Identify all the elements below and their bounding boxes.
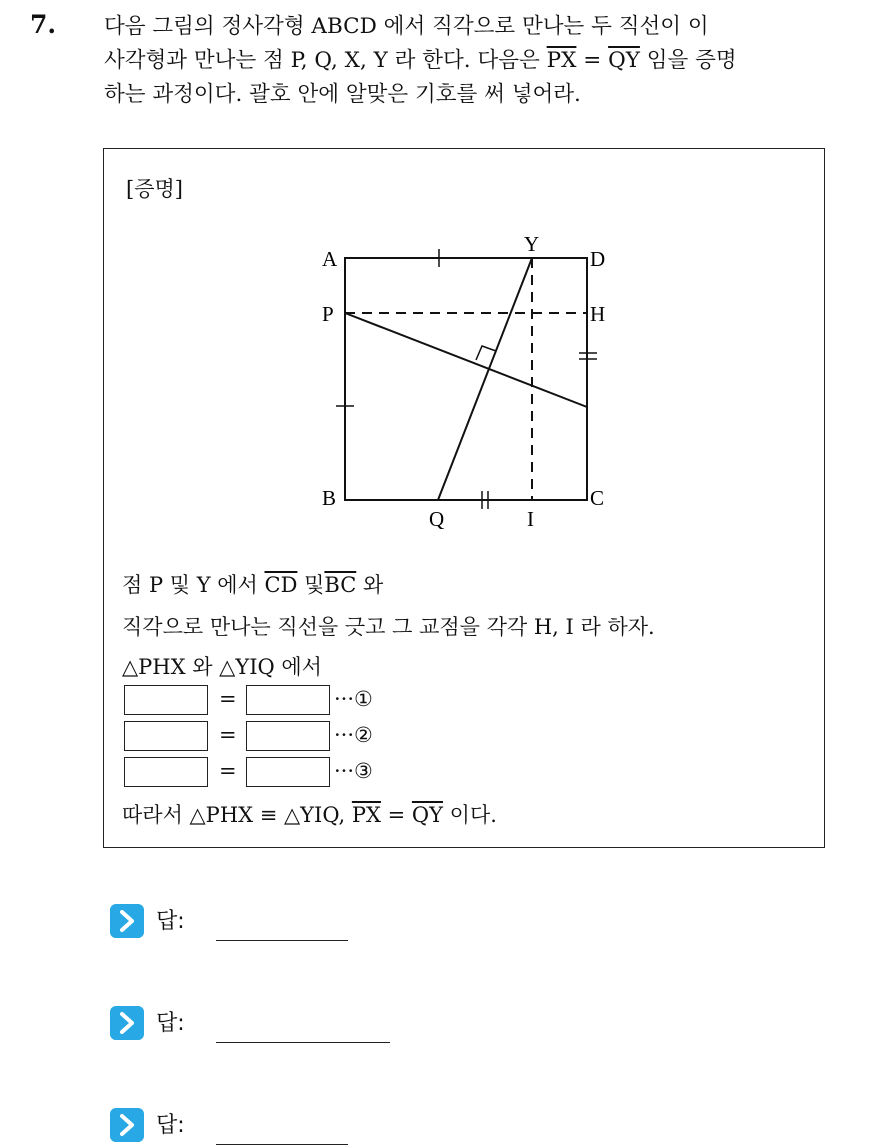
chevron-right-icon — [110, 1108, 144, 1142]
row-marker: ···① — [334, 687, 373, 711]
proof-line-3: △PHX 와 △YIQ 에서 — [122, 655, 322, 679]
label-b: B — [322, 486, 337, 510]
answer-input-3[interactable] — [216, 1144, 348, 1145]
label-p: P — [322, 302, 334, 326]
segment-bc: $\overline{BC}$ — [324, 573, 357, 597]
question-line-2: 사각형과 만나는 점 P, Q, X, Y 라 한다. 다음은 $\overline{PX} = \overline{QY}$ 임을 증명 — [104, 48, 737, 73]
label-d: D — [590, 247, 606, 271]
segment-qy: $\overline{QY}$ — [411, 803, 443, 827]
line-yq — [438, 258, 532, 500]
proof-title: [증명] — [126, 177, 183, 201]
label-c: C — [590, 486, 605, 510]
answer-input-1[interactable] — [216, 940, 348, 941]
answer-label: 답: — [156, 1011, 185, 1036]
question-text — [104, 10, 874, 112]
equals-sign: = — [219, 687, 237, 711]
chevron-right-icon — [110, 1006, 144, 1040]
blank-2a[interactable] — [124, 721, 208, 751]
segment-px: $\overline{PX}$ — [351, 803, 381, 827]
question-number: 7. — [30, 10, 57, 39]
equals-sign: = — [219, 759, 237, 783]
proof-box — [103, 148, 825, 848]
label-y: Y — [524, 232, 540, 256]
label-i: I — [527, 507, 534, 529]
square-figure — [309, 229, 619, 529]
question-line-1: 다음 그림의 정사각형 ABCD 에서 직각으로 만나는 두 직선이 이 — [104, 14, 709, 39]
segment-cd: $\overline{CD}$ — [264, 573, 298, 597]
answer-label: 답: — [156, 909, 185, 934]
answer-input-2[interactable] — [216, 1042, 390, 1043]
segment-px: $\overline{PX}$ — [546, 48, 577, 73]
square-abcd — [345, 258, 587, 500]
label-h: H — [590, 302, 606, 326]
question-line-3: 하는 과정이다. 괄호 안에 알맞은 기호를 써 넣어라. — [104, 82, 581, 107]
proof-line-1: 점 P 및 Y 에서 $\overline{CD}$ 및$\overline{BC}$ 와 — [122, 573, 384, 597]
blank-1b[interactable] — [246, 685, 330, 715]
equals-sign: = — [219, 723, 237, 747]
label-a: A — [322, 247, 338, 271]
row-marker: ···② — [334, 723, 373, 747]
blank-1a[interactable] — [124, 685, 208, 715]
label-q: Q — [429, 507, 445, 529]
answer-label: 답: — [156, 1113, 185, 1138]
blank-2b[interactable] — [246, 721, 330, 751]
line-px — [345, 313, 587, 407]
blank-3b[interactable] — [246, 757, 330, 787]
chevron-right-icon — [110, 904, 144, 938]
segment-qy: $\overline{QY}$ — [608, 48, 640, 73]
blank-3a[interactable] — [124, 757, 208, 787]
proof-conclusion: 따라서 △PHX ≡ △YIQ, $\overline{PX} = \overline{QY}$ 이다. — [122, 803, 497, 827]
proof-line-2: 직각으로 만나는 직선을 긋고 그 교점을 각각 H, I 라 하자. — [122, 615, 655, 639]
row-marker: ···③ — [334, 759, 373, 783]
